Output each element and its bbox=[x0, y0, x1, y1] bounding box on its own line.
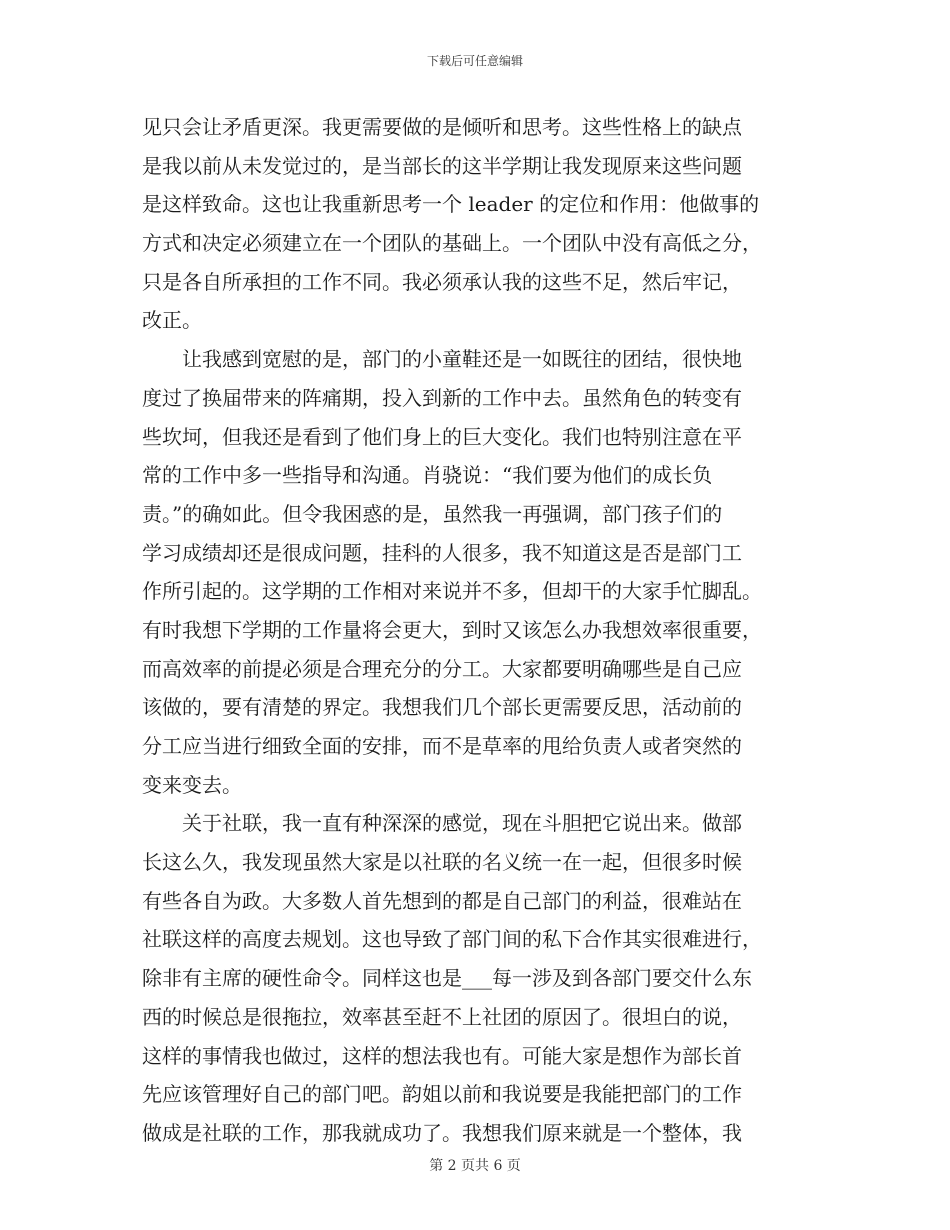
text-line: 学习成绩却还是很成问题，挂科的人很多，我不知道这是否是部门工 bbox=[142, 540, 742, 565]
text-line: 有时我想下学期的工作量将会更大，到时又该怎么办我想效率很重要， bbox=[142, 617, 762, 642]
text-line: 见只会让矛盾更深。我更需要做的是倾听和思考。这些性格上的缺点 bbox=[142, 115, 742, 139]
text-line: 这样的事情我也做过，这样的想法我也有。可能大家是想作为部长首 bbox=[142, 1043, 742, 1068]
text-line: 社联这样的高度去规划。这也导致了部门间的私下合作其实很难进行， bbox=[142, 927, 762, 952]
text-line: 先应该管理好自己的部门吧。韵姐以前和我说要是我能把部门的工作 bbox=[142, 1082, 742, 1107]
text-line: 是这样致命。这也让我重新思考一个 leader 的定位和作用：他做事的 bbox=[142, 192, 760, 217]
text-line: 该做的，要有清楚的界定。我想我们几个部长更需要反思，活动前的 bbox=[142, 695, 742, 720]
document-body bbox=[142, 108, 808, 1153]
text-line: 作所引起的。这学期的工作相对来说并不多，但却干的大家手忙脚乱。 bbox=[142, 579, 762, 604]
text-line: 常的工作中多一些指导和沟通。肖骁说：“我们要为他们的成长负 bbox=[142, 463, 713, 488]
text-line: 分工应当进行细致全面的安排，而不是草率的甩给负责人或者突然的 bbox=[142, 734, 742, 758]
text-line: 改正。 bbox=[142, 308, 202, 333]
text-line: 让我感到宽慰的是，部门的小童鞋还是一如既往的团结，很快地 bbox=[142, 347, 742, 372]
text-line: 而高效率的前提必须是合理充分的分工。大家都要明确哪些是自己应 bbox=[142, 656, 742, 681]
text-line: 除非有主席的硬性命令。同样这也是___每一涉及到各部门要交什么东 bbox=[142, 966, 752, 991]
text-line: 关于社联，我一直有种深深的感觉，现在斗胆把它说出来。做部 bbox=[142, 811, 742, 836]
page-footer: 第 2 页共 6 页 bbox=[429, 1158, 521, 1174]
text-line: 有些各自为政。大多数人首先想到的都是自己部门的利益，很难站在 bbox=[142, 888, 742, 913]
text-line: 是我以前从未发觉过的，是当部长的这半学期让我发现原来这些问题 bbox=[142, 153, 742, 178]
text-line: 责。”的确如此。但令我困惑的是，虽然我一再强调，部门孩子们的 bbox=[142, 501, 723, 526]
page-header: 下载后可任意编辑 bbox=[426, 54, 523, 68]
text-line: 只是各自所承担的工作不同。我必须承认我的这些不足，然后牢记， bbox=[142, 269, 742, 294]
text-line: 长这么久，我发现虽然大家是以社联的名义统一在一起，但很多时候 bbox=[142, 850, 742, 875]
text-line: 做成是社联的工作，那我就成功了。我想我们原来就是一个整体，我 bbox=[142, 1120, 742, 1145]
text-line: 西的时候总是很拖拉，效率甚至赶不上社团的原因了。很坦白的说， bbox=[142, 1004, 742, 1029]
text-line: 度过了换届带来的阵痛期，投入到新的工作中去。虽然角色的转变有 bbox=[142, 385, 742, 410]
text-line: 些坎坷，但我还是看到了他们身上的巨大变化。我们也特别注意在平 bbox=[142, 424, 742, 449]
text-line: 变来变去。 bbox=[142, 772, 242, 797]
text-line: 方式和决定必须建立在一个团队的基础上。一个团队中没有高低之分， bbox=[142, 231, 762, 256]
